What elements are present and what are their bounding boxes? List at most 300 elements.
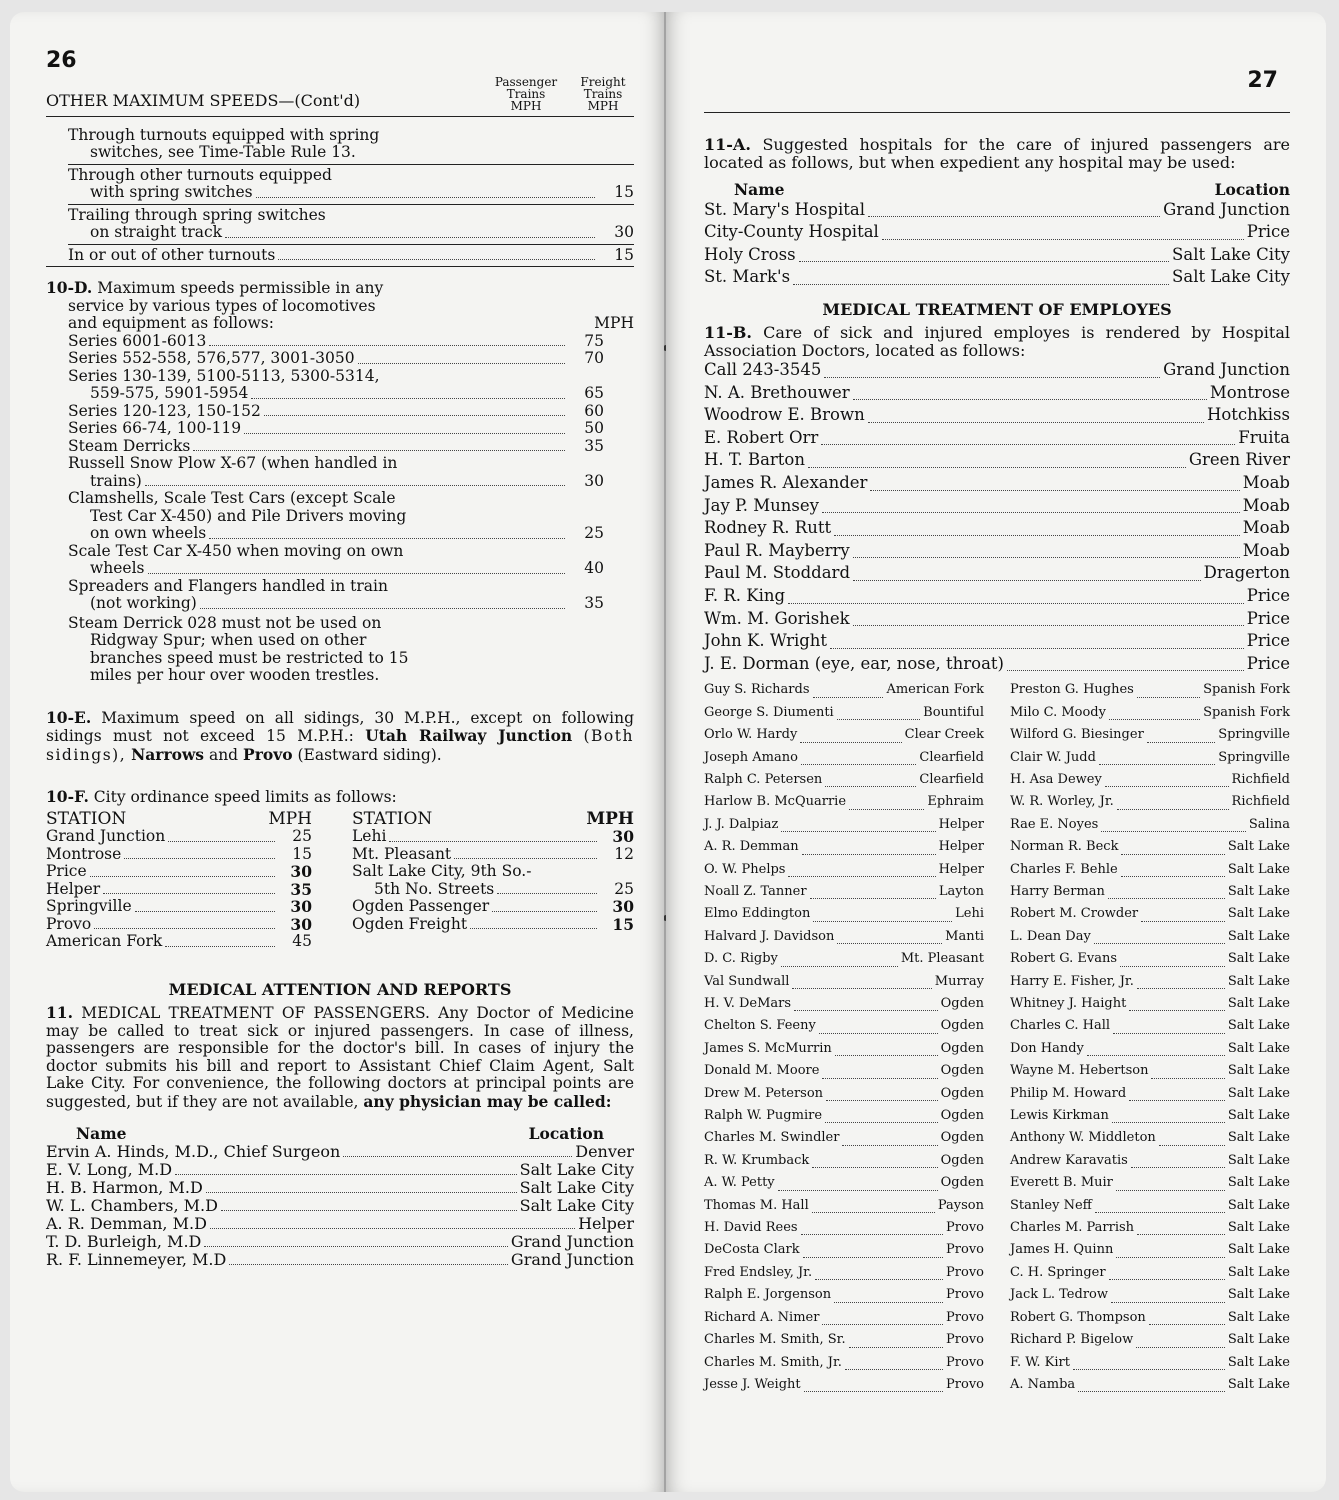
dot-leader	[803, 1257, 943, 1258]
text-line: (not working)	[90, 594, 197, 612]
text-line: Series 130-139, 5100-5113, 5300-5314,	[68, 366, 380, 385]
item-location: Salt Lake	[1227, 1130, 1290, 1146]
city-speed-row	[46, 898, 312, 916]
dot-leader	[1101, 831, 1246, 832]
item-name: Thomas M. Hall	[704, 1197, 809, 1213]
doctor-row	[1010, 1329, 1290, 1351]
item-location: Salt Lake	[1227, 1108, 1290, 1124]
item-name: Don Handy	[1010, 1040, 1084, 1056]
item-name: Drew M. Peterson	[704, 1085, 824, 1101]
doctor-row	[704, 1217, 984, 1239]
dot-leader	[834, 1302, 943, 1303]
dot-leader	[1131, 1167, 1225, 1168]
city-speed-row	[352, 863, 634, 881]
item-name: Holy Cross	[704, 244, 796, 264]
text-line: 70	[584, 349, 604, 367]
divider	[68, 164, 634, 165]
item-location: Helper	[938, 861, 984, 877]
doctor-row	[1010, 1150, 1290, 1172]
item-location: Provo	[946, 1220, 984, 1236]
rule-10-f	[46, 788, 634, 807]
doctor-row	[704, 495, 1290, 518]
dot-leader	[830, 648, 1244, 649]
item-name: Milo C. Moody	[1010, 704, 1106, 720]
item-location: Springville	[1218, 727, 1290, 743]
item-location: Salt Lake	[1227, 1197, 1290, 1213]
dot-leader	[1129, 1100, 1225, 1101]
text-line: Suggested hospitals for the care of injured passengers are located as follows, but when expedient any hospital may be used:	[704, 135, 1290, 172]
doctor-row	[1010, 881, 1290, 903]
doctor-row	[1010, 769, 1290, 791]
dot-leader	[206, 1192, 517, 1193]
hospital-row	[704, 244, 1290, 267]
dot-leader	[837, 943, 942, 944]
turnout-item	[46, 127, 634, 162]
item-name: Charles C. Hall	[1010, 1018, 1111, 1034]
item-name: George S. Diumenti	[704, 704, 834, 720]
text-line: 10-F.	[46, 787, 89, 806]
text-line: 25	[584, 524, 604, 542]
item-location: Ogden	[940, 1018, 984, 1034]
item-name: Ralph C. Petersen	[704, 771, 823, 787]
dot-leader	[193, 450, 565, 451]
dot-leader	[815, 1279, 943, 1280]
doctor-list	[46, 1143, 634, 1269]
doctor-row	[704, 769, 984, 791]
doctor-row	[704, 679, 984, 701]
text-line: 15	[614, 183, 634, 201]
dot-leader	[148, 573, 565, 574]
speeds-heading: OTHER MAXIMUM SPEEDS—(Cont'd)	[46, 91, 361, 110]
item-name: Charles M. Swindler	[704, 1130, 840, 1146]
item-location: Provo	[946, 1332, 984, 1348]
hospital-list	[704, 199, 1290, 289]
doctor-row	[704, 382, 1290, 405]
text-line: switches, see Time-Table Rule 13.	[90, 143, 356, 161]
dot-leader	[794, 1010, 938, 1011]
item-location: Provo	[946, 1309, 984, 1325]
item-location: Price	[1246, 608, 1290, 628]
dot-leader	[1113, 1033, 1225, 1034]
dot-leader	[264, 415, 565, 416]
item-name: John K. Wright	[704, 631, 828, 651]
item-location: Price	[1246, 653, 1290, 673]
mph-header: MPH	[594, 314, 634, 332]
dot-leader	[853, 557, 1240, 558]
dot-leader	[1099, 764, 1215, 765]
item-location: 25	[292, 827, 312, 845]
item-name: James S. McMurrin	[704, 1040, 832, 1056]
dot-leader	[1078, 1391, 1225, 1392]
item-name: Robert G. Thompson	[1010, 1309, 1146, 1325]
item-name: Wilford G. Biesinger	[1010, 727, 1144, 743]
item-name: D. C. Rigby	[704, 951, 778, 967]
hospital-row	[704, 199, 1290, 222]
item-location: Salt Lake	[1227, 1287, 1290, 1303]
doctor-row	[1010, 859, 1290, 881]
item-location: Salt Lake City	[519, 1177, 634, 1197]
item-name: Paul R. Mayberry	[704, 540, 850, 560]
item-name: F. R. King	[704, 585, 786, 605]
doctor-row	[46, 1179, 634, 1197]
item-name: W. R. Worley, Jr.	[1010, 794, 1114, 810]
doctor-row	[1010, 1195, 1290, 1217]
item-location: Ogden	[940, 1108, 984, 1124]
text-line: MPH	[268, 808, 312, 829]
text-line: 10-E.	[46, 707, 92, 727]
passenger-col-header	[480, 76, 572, 112]
doctor-row	[46, 1215, 634, 1233]
dot-leader	[778, 1190, 938, 1191]
dot-leader	[209, 538, 565, 539]
item-name: R. W. Krumback	[704, 1152, 810, 1168]
text-line: Freight	[580, 74, 626, 89]
item-name: James H. Quinn	[1010, 1242, 1114, 1258]
doctor-row	[704, 702, 984, 724]
item-name: Harlow B. McQuarrie	[704, 794, 847, 810]
doctors-header	[46, 1125, 634, 1143]
item-name: Val Sundwall	[704, 973, 790, 989]
item-location: Ogden	[940, 1085, 984, 1101]
dot-leader	[842, 1145, 937, 1146]
item-location: Salina	[1248, 816, 1290, 832]
item-location: Helper	[938, 816, 984, 832]
text-line: Steam Derrick 028 must not be used on	[68, 613, 382, 632]
item-location: Payson	[937, 1197, 984, 1213]
item-name: R. F. Linnemeyer, M.D	[46, 1249, 227, 1269]
doctor-row	[1010, 926, 1290, 948]
text-line: Care of sick and injured employes is rendered by Hospital Association Doctors, located as follows:	[704, 323, 1290, 360]
text-line: on straight track	[90, 223, 223, 241]
dot-leader	[819, 1033, 938, 1034]
item-location: Ogden	[940, 996, 984, 1011]
item-name: St. Mark's	[704, 267, 791, 286]
item-name: Ogden Freight	[352, 914, 468, 933]
doctor-row	[1010, 1038, 1290, 1060]
doctor-row	[704, 608, 1290, 631]
item-location: Moab	[1242, 472, 1290, 492]
dot-leader	[868, 216, 1160, 217]
city-speed-row	[46, 863, 312, 881]
text-line: Scale Test Car X-450 when moving on own	[68, 541, 404, 560]
text-line: Trailing through spring switches	[68, 205, 326, 224]
item-name: Lewis Kirkman	[1010, 1108, 1109, 1124]
dot-leader	[812, 1167, 937, 1168]
item-location: Salt Lake	[1227, 1332, 1290, 1348]
item-location: Salt Lake	[1227, 973, 1290, 989]
item-name: Charles M. Smith, Sr.	[704, 1332, 846, 1348]
dot-leader	[135, 911, 275, 912]
text-line: 40	[584, 559, 604, 577]
item-name: O. W. Phelps	[704, 861, 786, 877]
doctor-row	[704, 1038, 984, 1060]
dot-leader	[225, 237, 595, 238]
doctor-row	[1010, 948, 1290, 970]
dot-leader	[145, 485, 565, 486]
turnout-item	[46, 167, 634, 202]
dot-leader	[90, 876, 275, 877]
hospital-row	[704, 266, 1290, 289]
dot-leader	[802, 854, 936, 855]
item-name: Joseph Amano	[704, 749, 798, 765]
dot-leader	[822, 1078, 937, 1079]
item-name: Robert G. Evans	[1010, 951, 1118, 967]
city-speed-row	[46, 933, 312, 951]
doctor-row	[46, 1143, 634, 1161]
item-location: Salt Lake	[1227, 996, 1290, 1011]
item-location: Provo	[946, 1376, 984, 1392]
dot-leader	[94, 928, 275, 929]
item-name: A. W. Petty	[704, 1175, 775, 1191]
item-location: 25	[614, 879, 634, 898]
doctor-row	[1010, 1172, 1290, 1194]
item-name: Grand Junction	[46, 827, 166, 845]
text-line: Series 120-123, 150-152	[68, 401, 261, 420]
doctor-row	[1010, 1239, 1290, 1261]
item-location: Salt Lake	[1227, 1220, 1290, 1236]
doctor-row	[1010, 747, 1290, 769]
dot-leader	[853, 399, 1207, 400]
item-location: Ogden	[940, 1130, 984, 1146]
dot-leader	[835, 1055, 938, 1056]
item-location: Spanish Fork	[1203, 682, 1290, 698]
text-line: 50	[584, 419, 604, 437]
hospital-row	[704, 221, 1290, 244]
doctor-row	[1010, 679, 1290, 701]
item-name: Donald M. Moore	[704, 1063, 820, 1079]
item-name: Harry E. Fisher, Jr.	[1010, 973, 1134, 989]
dot-leader	[800, 742, 901, 743]
dot-leader	[845, 1369, 943, 1370]
dot-leader	[853, 625, 1244, 626]
rule-10-d	[46, 279, 634, 315]
doctor-row	[1010, 993, 1290, 1015]
item-name: Springville	[46, 897, 132, 915]
city-speed-row	[46, 846, 312, 864]
item-name: Chelton S. Feeny	[704, 1018, 816, 1034]
item-name: E. V. Long, M.D	[46, 1159, 173, 1179]
doctor-row	[704, 472, 1290, 495]
text-line: (Both sidings),	[46, 727, 634, 764]
dot-leader	[278, 259, 595, 260]
turnout-item	[46, 247, 634, 265]
item-location: Mt. Pleasant	[900, 951, 984, 967]
dot-leader	[812, 1212, 935, 1213]
dot-leader	[1112, 1122, 1225, 1123]
item-location: Salt Lake	[1227, 1376, 1290, 1392]
item-name: Robert M. Crowder	[1010, 906, 1139, 922]
city-speed-row	[352, 916, 634, 934]
dot-leader	[882, 239, 1244, 240]
item-name: Halvard J. Davidson	[704, 928, 835, 944]
dot-leader	[849, 809, 924, 810]
dot-leader	[1073, 1369, 1225, 1370]
page-27	[666, 12, 1326, 1492]
doctor-row	[704, 653, 1290, 676]
item-location: Manti	[945, 928, 984, 944]
dot-leader	[822, 1324, 943, 1325]
dot-leader	[1149, 1324, 1225, 1325]
item-location: Green River	[1188, 450, 1290, 470]
doctor-row	[1010, 836, 1290, 858]
item-name: City-County Hospital	[704, 222, 879, 241]
item-location: 30	[612, 897, 634, 916]
dot-leader	[853, 580, 1201, 581]
doctor-row	[46, 1197, 634, 1215]
doctor-row	[704, 836, 984, 858]
page-26	[10, 12, 664, 1492]
item-name: Preston G. Hughes	[1010, 682, 1134, 698]
doctor-row	[704, 1262, 984, 1284]
item-location: Salt Lake	[1227, 839, 1290, 855]
item-location: Salt Lake	[1227, 906, 1290, 922]
text-line: with spring switches	[90, 183, 253, 201]
dot-leader	[124, 858, 275, 859]
item-location: Richfield	[1231, 771, 1290, 787]
dot-leader	[165, 946, 275, 947]
text-line: wheels	[90, 559, 145, 577]
doctor-row	[1010, 1083, 1290, 1105]
dot-leader	[801, 764, 916, 765]
item-location: Salt Lake	[1227, 1018, 1290, 1034]
doctor-row	[46, 1233, 634, 1251]
doctor-row	[1010, 1105, 1290, 1127]
text-line: MEDICAL TREATMENT OF PASSENGERS. Any Doctor of Medicine may be called to treat sick or injured passengers. In case of illness, passengers are responsible for the doctor's bill. In cases of injury the doctor submits his bill and report to Assistant Chief Claim Agent, Salt Lake City. For convenience, the following doctors at principal points are suggested, but if they are not available,	[46, 1004, 634, 1111]
item-name: Salt Lake City, 9th So.-	[352, 862, 532, 880]
doctor-row	[704, 1195, 984, 1217]
dot-leader	[200, 608, 565, 609]
dot-leader	[801, 1234, 943, 1235]
doctor-column-right	[1010, 679, 1290, 1396]
dot-leader	[1087, 1055, 1225, 1056]
doctor-row	[704, 1352, 984, 1374]
item-location: Provo	[946, 1354, 984, 1370]
text-line: Series 6001-6013	[68, 331, 207, 350]
item-location: Salt Lake City	[1172, 244, 1290, 264]
item-name: Harry Berman	[1010, 883, 1105, 899]
doctor-row	[1010, 903, 1290, 925]
item-name: A. Namba	[1010, 1376, 1076, 1392]
doctor-row	[1010, 1307, 1290, 1329]
text-line: Passenger	[494, 74, 558, 89]
item-name: Lehi	[352, 827, 387, 845]
locomotive-speed-list	[46, 333, 634, 685]
text-line: 10-D.	[46, 278, 93, 297]
dot-leader	[251, 398, 565, 399]
item-name: Stanley Neff	[1010, 1197, 1092, 1213]
doctor-row	[704, 585, 1290, 608]
text-line: Series 552-558, 576,577, 3001-3050	[68, 349, 355, 367]
item-location: Salt Lake	[1227, 1242, 1290, 1258]
item-location: Clearfield	[919, 771, 984, 787]
text-line: Name	[734, 180, 785, 199]
association-doctor-columns	[704, 679, 1290, 1396]
item-name: Charles F. Behle	[1010, 861, 1118, 877]
doctor-row	[704, 1329, 984, 1351]
text-line: MPH	[586, 808, 634, 829]
dot-leader	[492, 911, 597, 912]
doctor-row	[704, 814, 984, 836]
item-name: St. Mary's Hospital	[704, 199, 865, 219]
doctor-row	[704, 881, 984, 903]
item-location: Layton	[938, 883, 984, 899]
item-location: Salt Lake	[1227, 1085, 1290, 1101]
item-location: Moab	[1242, 518, 1290, 538]
item-location: Moab	[1242, 495, 1290, 515]
doctor-row	[1010, 1015, 1290, 1037]
dot-leader	[1111, 1302, 1225, 1303]
item-name: Andrew Karavatis	[1010, 1152, 1128, 1168]
dot-leader	[825, 786, 916, 787]
item-name: Mt. Pleasant	[352, 844, 452, 863]
item-location: Hotchkiss	[1206, 405, 1290, 425]
item-location: Salt Lake City	[519, 1159, 634, 1179]
dot-leader	[229, 1264, 508, 1265]
dot-leader	[1137, 1234, 1225, 1235]
doctor-row	[704, 971, 984, 993]
dot-leader	[781, 966, 898, 967]
item-location: 35	[290, 879, 312, 899]
association-doctor-list	[704, 359, 1290, 675]
text-line: service by various types of locomotives	[68, 296, 376, 315]
item-name: Richard P. Bigelow	[1010, 1332, 1134, 1348]
doctor-row	[1010, 971, 1290, 993]
item-name: Ogden Passenger	[352, 897, 490, 915]
doctor-row	[46, 1161, 634, 1179]
dot-leader	[1147, 742, 1215, 743]
item-location: Salt Lake City	[1172, 267, 1290, 286]
dot-leader	[825, 1122, 938, 1123]
item-name: Charles M. Smith, Jr.	[704, 1354, 842, 1370]
doctor-row	[704, 1015, 984, 1037]
divider	[68, 244, 634, 245]
item-name: Montrose	[46, 844, 122, 863]
doctor-row	[704, 1172, 984, 1194]
item-location: Denver	[575, 1141, 634, 1161]
dot-leader	[1137, 697, 1200, 698]
text-line: (Eastward siding).	[297, 745, 442, 764]
dot-leader	[244, 433, 565, 434]
text-line: 559-575, 5901-5954	[90, 384, 249, 402]
dot-leader	[221, 1210, 517, 1211]
dot-leader	[781, 831, 935, 832]
text-line: MPH	[587, 98, 619, 113]
item-location: Salt Lake	[1227, 883, 1290, 899]
text-line: and equipment as follows:	[68, 314, 274, 332]
doctor-row	[1010, 1374, 1290, 1396]
doctor-row	[704, 540, 1290, 563]
text-line: 60	[584, 401, 604, 420]
item-name: Jay P. Munsey	[704, 495, 819, 515]
item-name: James R. Alexander	[704, 472, 868, 492]
medical-heading: MEDICAL ATTENTION AND REPORTS	[168, 979, 512, 999]
text-line: Maximum speed on all sidings, 30 M.P.H., except on following sidings must not exceed 15 M.P.H.:	[46, 708, 634, 745]
item-name: E. Robert Orr	[704, 427, 819, 447]
dot-leader	[849, 1347, 943, 1348]
text-line: Trains	[506, 86, 546, 101]
dot-leader	[470, 928, 597, 929]
item-name: Ralph E. Jorgenson	[704, 1287, 832, 1303]
speeds-header-row	[46, 76, 634, 112]
item-name: L. Dean Day	[1010, 928, 1091, 944]
item-location: Fruita	[1238, 427, 1290, 447]
dot-leader	[799, 261, 1169, 262]
doctor-row	[704, 1060, 984, 1082]
city-speed-col-right	[352, 808, 634, 951]
item-name: Orlo W. Hardy	[704, 727, 798, 743]
text-line: 11-A.	[704, 135, 751, 154]
text-line: Through other turnouts equipped	[68, 165, 332, 184]
